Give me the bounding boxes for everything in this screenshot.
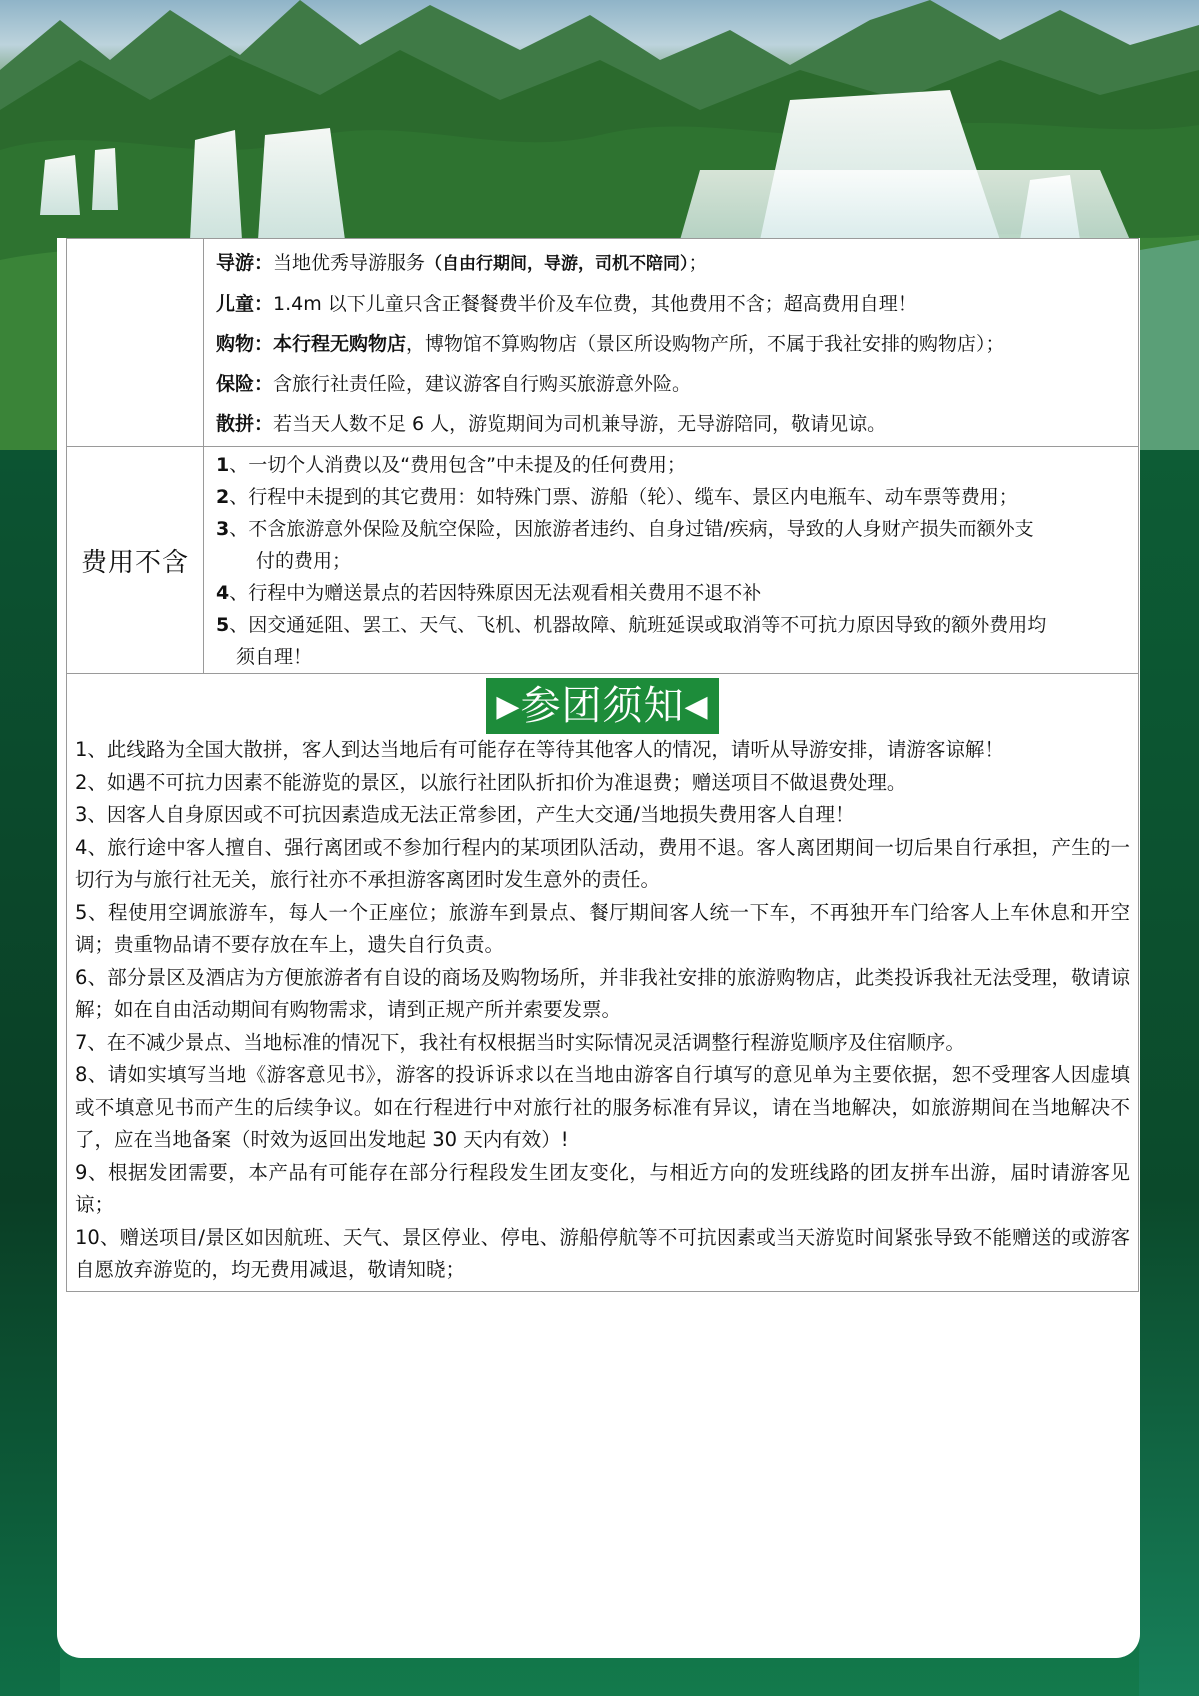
- insurance-line: [216, 364, 1130, 404]
- left-background-band: [0, 450, 60, 1696]
- exclusion-item: [216, 449, 1130, 481]
- notice-item: 8、请如实填写当地《游客意见书》，游客的投诉诉求以在当地由游客自行填写的意见单为主要依据，恕不受理客人因虚填或不填意见书而产生的后续争议。如在行程进行中对旅行社的服务标准有异议，请在当地解决，如旅游期间在当地解决不了，应在当地备案（时效为返回出发地起 30 天内有效）!: [75, 1063, 1130, 1151]
- notice-section: [67, 674, 1138, 1291]
- notice-title: 参团须知: [520, 683, 685, 729]
- exclusions-row: [67, 447, 1138, 674]
- child-text: 1.4m 以下儿童只含正餐餐费半价及车位费，其他费用不含；超高费用自理！: [273, 293, 917, 315]
- exclusion-continuation: 付的费用；: [256, 550, 352, 572]
- notice-item: 10、赠送项目/景区如因航班、天气、景区停业、停电、游船停航等不可抗因素或当天游览时间紧张导致不能赠送的或游客自愿放弃游览的，均无费用减退，敬请知晓；: [75, 1225, 1130, 1281]
- shopping-label: 购物：: [216, 333, 274, 355]
- notice-item: 2、如遇不可抗力因素不能游览的景区，以旅行社团队折扣价为准退费；赠送项目不做退费处理。: [75, 770, 907, 794]
- exclusions-label: 费用不含: [67, 447, 204, 673]
- guide-line: [216, 243, 1130, 284]
- guide-tail: ；: [688, 252, 708, 274]
- exclusion-item: [216, 513, 1130, 577]
- shopping-bold-text: 本行程无购物店: [273, 333, 407, 355]
- service-label-cell: [67, 239, 204, 446]
- exclusion-number: 1: [216, 454, 230, 476]
- exclusion-item: [216, 577, 1130, 609]
- notice-item: 7、在不减少景点、当地标准的情况下，我社有权根据当时实际情况灵活调整行程游览顺序及住宿顺序。: [75, 1030, 965, 1054]
- exclusion-text: 、行程中为赠送景点的若因特殊原因无法观看相关费用不退不补: [229, 582, 762, 604]
- guide-text: 当地优秀导游服务: [273, 252, 426, 274]
- info-table: [66, 238, 1139, 1292]
- notice-item: 9、根据发团需要，本产品有可能存在部分行程段发生团友变化，与相近方向的发班线路的团友拼车出游，届时请游客见谅；: [75, 1160, 1130, 1216]
- insurance-label: 保险：: [216, 373, 274, 395]
- right-background-band: [1139, 450, 1199, 1696]
- exclusion-text: 、不含旅游意外保险及航空保险，因旅游者违约、自身过错/疾病，导致的人身财产损失而额外支: [229, 518, 1034, 540]
- exclusion-number: 2: [216, 486, 230, 508]
- exclusion-number: 5: [216, 614, 230, 636]
- notice-row: [67, 674, 1138, 1292]
- exclusion-item: [216, 609, 1130, 673]
- child-line: [216, 284, 1130, 324]
- exclusion-text: 、一切个人消费以及“费用包含”中未提及的任何费用；: [229, 454, 686, 476]
- service-content: [204, 239, 1138, 446]
- scattered-group-text: 若当天人数不足 6 人，游览期间为司机兼导游，无导游陪同，敬请见谅。: [273, 413, 887, 435]
- guide-label: 导游：: [216, 252, 274, 274]
- notice-item: 4、旅行途中客人擅自、强行离团或不参加行程内的某项团队活动，费用不退。客人离团期间一切后果自行承担，产生的一切行为与旅行社无关，旅行社亦不承担游客离团时发生意外的责任。: [75, 835, 1130, 891]
- exclusion-text: 、行程中未提到的其它费用：如特殊门票、游船（轮）、缆车、景区内电瓶车、动车票等费用；: [229, 486, 1018, 508]
- exclusion-continuation: 须自理！: [236, 646, 313, 668]
- notice-title-banner: [486, 678, 718, 734]
- notice-item: 1、此线路为全国大散拼，客人到达当地后有可能存在等待其他客人的情况，请听从导游安排，请游客谅解！: [75, 738, 1004, 761]
- shopping-line: [216, 324, 1130, 364]
- left-triangle-icon: ◀: [684, 689, 709, 724]
- guide-note: （自由行期间，导游，司机不陪同）: [425, 254, 689, 274]
- service-row: [67, 239, 1138, 447]
- exclusion-number: 4: [216, 582, 230, 604]
- notice-title-wrap: [75, 676, 1130, 734]
- exclusions-content: [204, 447, 1138, 673]
- child-label: 儿童：: [216, 293, 274, 315]
- right-triangle-icon: ▶: [496, 689, 521, 724]
- notice-item: 6、部分景区及酒店为方便旅游者有自设的商场及购物场所，并非我社安排的旅游购物店，此类投诉我社无法受理，敬请谅解；如在自由活动期间有购物需求，请到正规产所并索要发票。: [75, 965, 1130, 1021]
- insurance-text: 含旅行社责任险，建议游客自行购买旅游意外险。: [273, 373, 692, 395]
- notice-item: 5、程使用空调旅游车，每人一个正座位；旅游车到景点、餐厅期间客人统一下车，不再独开车门给客人上车休息和开空调；贵重物品请不要存放在车上，遗失自行负责。: [75, 900, 1130, 956]
- exclusion-item: [216, 481, 1130, 513]
- scattered-group-line: [216, 404, 1130, 444]
- scattered-group-label: 散拼：: [216, 413, 274, 435]
- notice-item: 3、因客人自身原因或不可抗因素造成无法正常参团，产生大交通/当地损失费用客人自理！: [75, 803, 855, 826]
- exclusion-text: 、因交通延阻、罢工、天气、飞机、机器故障、航班延误或取消等不可抗力原因导致的额外费用均: [229, 614, 1047, 636]
- shopping-text: ，博物馆不算购物店（景区所设购物产所，不属于我社安排的购物店）；: [406, 333, 1005, 355]
- exclusion-number: 3: [216, 518, 230, 540]
